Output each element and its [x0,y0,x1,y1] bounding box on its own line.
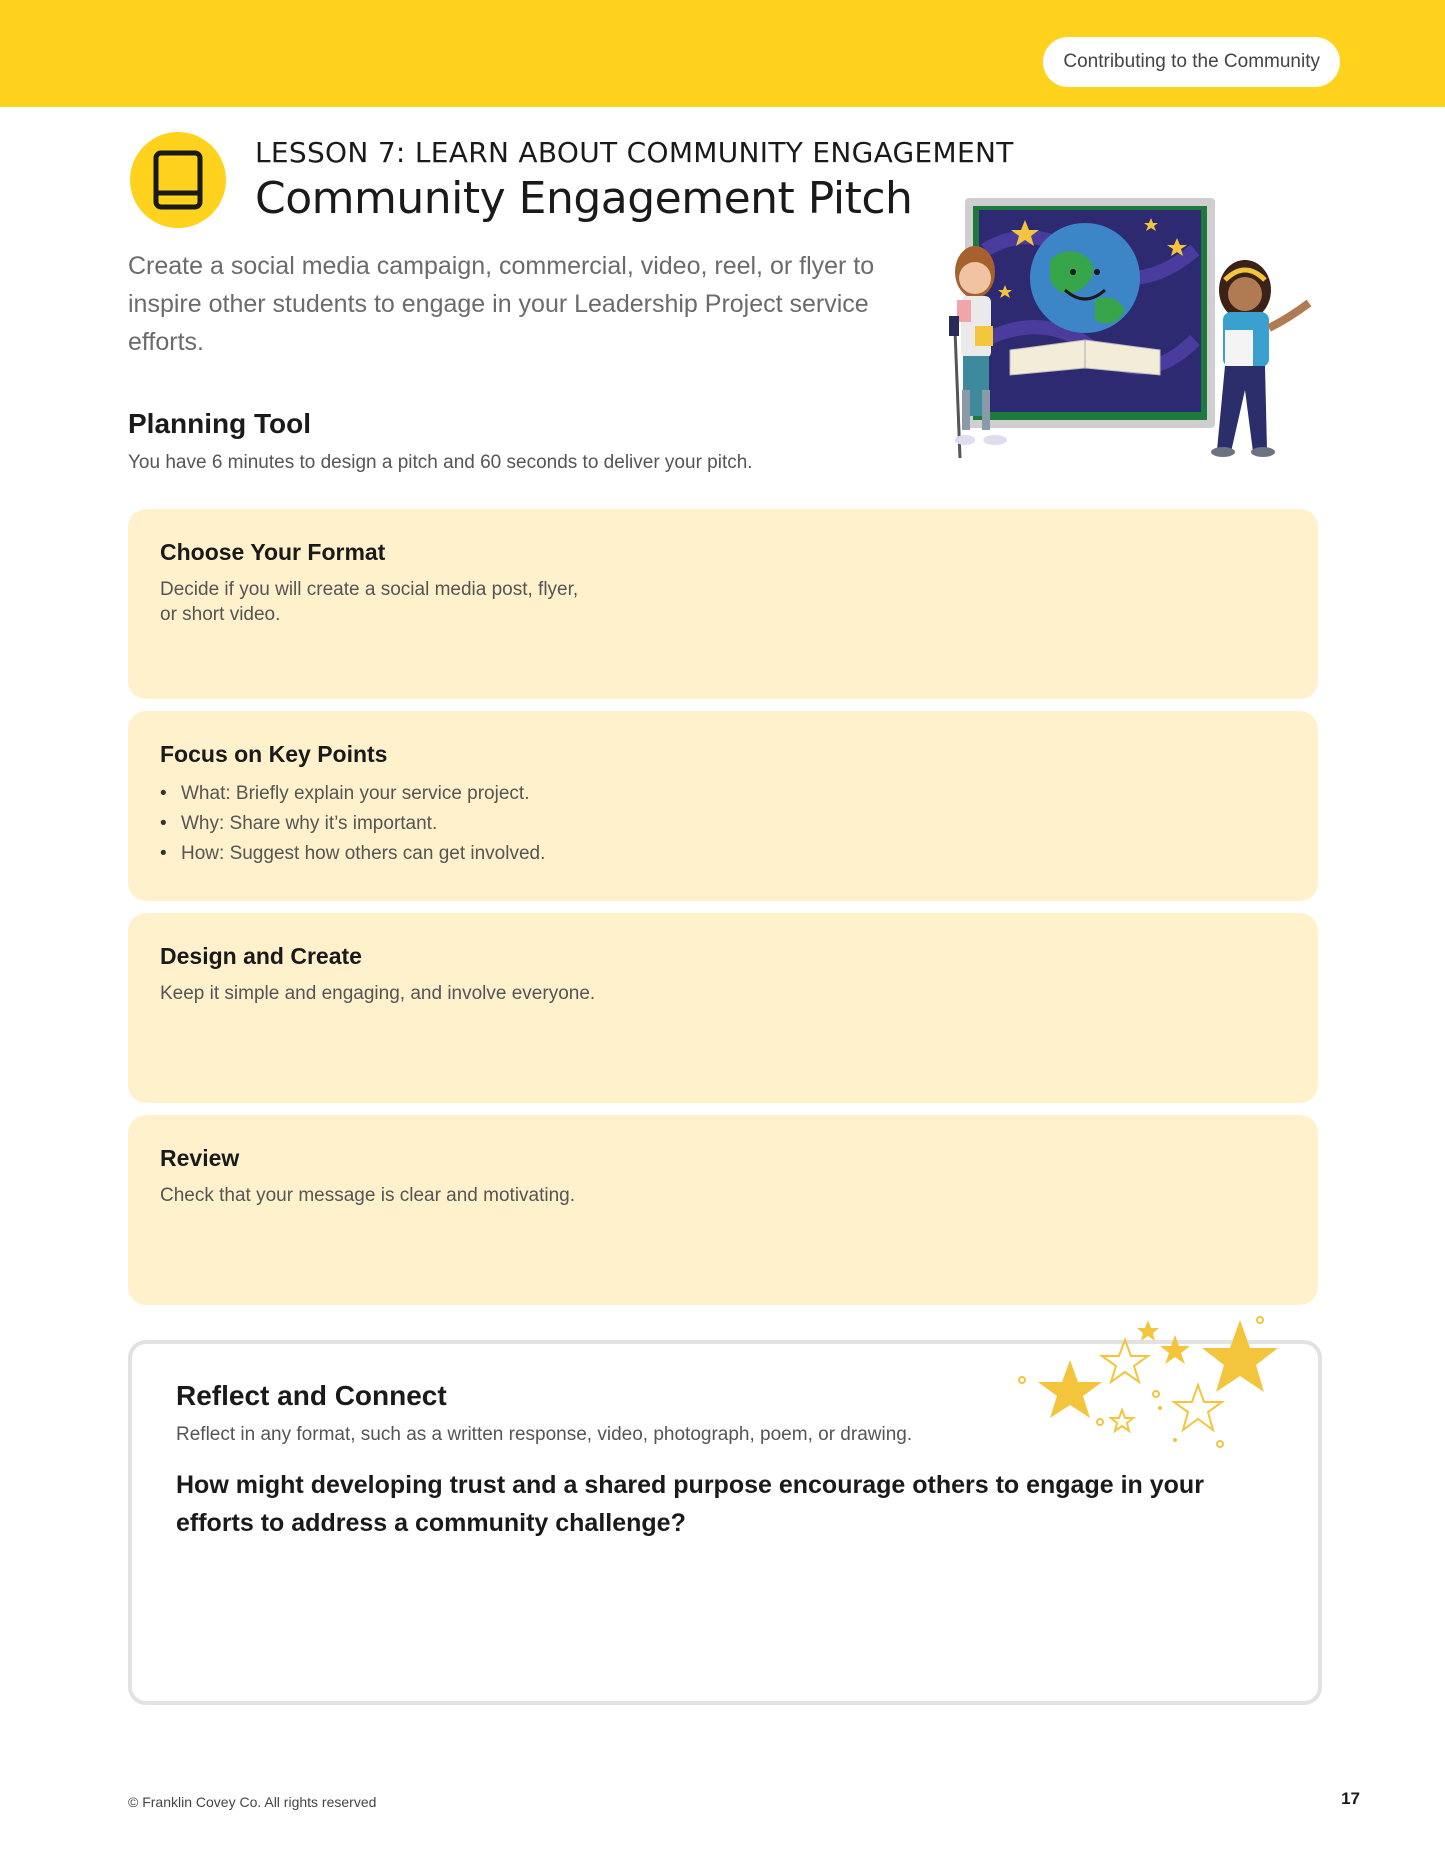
list-item: • Why: Share why it’s important. [160,809,545,839]
step-card-design-create [128,913,1318,1103]
intro-text: Create a social media campaign, commercial, video, reel, or flyer to inspire other students to engage in your Leadership Project service efforts. [128,252,875,356]
reflect-subtitle: Reflect in any format, such as a written response, video, photograph, poem, or drawing. [176,1424,913,1445]
page-title: Community Engagement Pitch [255,173,913,224]
step-title: Focus on Key Points [160,741,388,767]
page-number: 17 [1341,1789,1360,1808]
planning-tool-title: Planning Tool [128,408,312,439]
lesson-badge [130,132,226,228]
step-text [160,577,578,627]
list-item: • What: Briefly explain your service project. [160,779,545,809]
step-text-line: or short video. [160,604,281,625]
sparkle-stars-icon [1010,1310,1290,1460]
lesson-label: LESSON 7: LEARN ABOUT COMMUNITY ENGAGEMENT [255,136,1014,169]
step-text: Check that your message is clear and motivating. [160,1185,576,1206]
reflect-title: Reflect and Connect [176,1380,447,1411]
section-label-pill: Contributing to the Community [1043,37,1340,87]
reflect-question: How might developing trust and a shared purpose encourage others to engage in your efforts to address a community challenge? [176,1471,1204,1537]
step-title: Review [160,1145,240,1171]
step-title: Choose Your Format [160,539,386,565]
step-card-key-points [128,711,1318,901]
students-presenting-illustration [925,190,1335,550]
footer-copyright: © Franklin Covey Co. All rights reserved [128,1794,377,1810]
list-item: • How: Suggest how others can get involved. [160,839,545,869]
planning-tool-subtitle: You have 6 minutes to design a pitch and 60 seconds to deliver your pitch. [128,452,753,473]
book-icon [150,149,206,211]
key-points-list [160,779,545,869]
step-text-line: Decide if you will create a social media post, flyer, [160,579,579,600]
step-title: Design and Create [160,943,362,969]
step-card-review [128,1115,1318,1305]
step-text: Keep it simple and engaging, and involve everyone. [160,983,596,1004]
step-card-choose-format [128,509,1318,699]
